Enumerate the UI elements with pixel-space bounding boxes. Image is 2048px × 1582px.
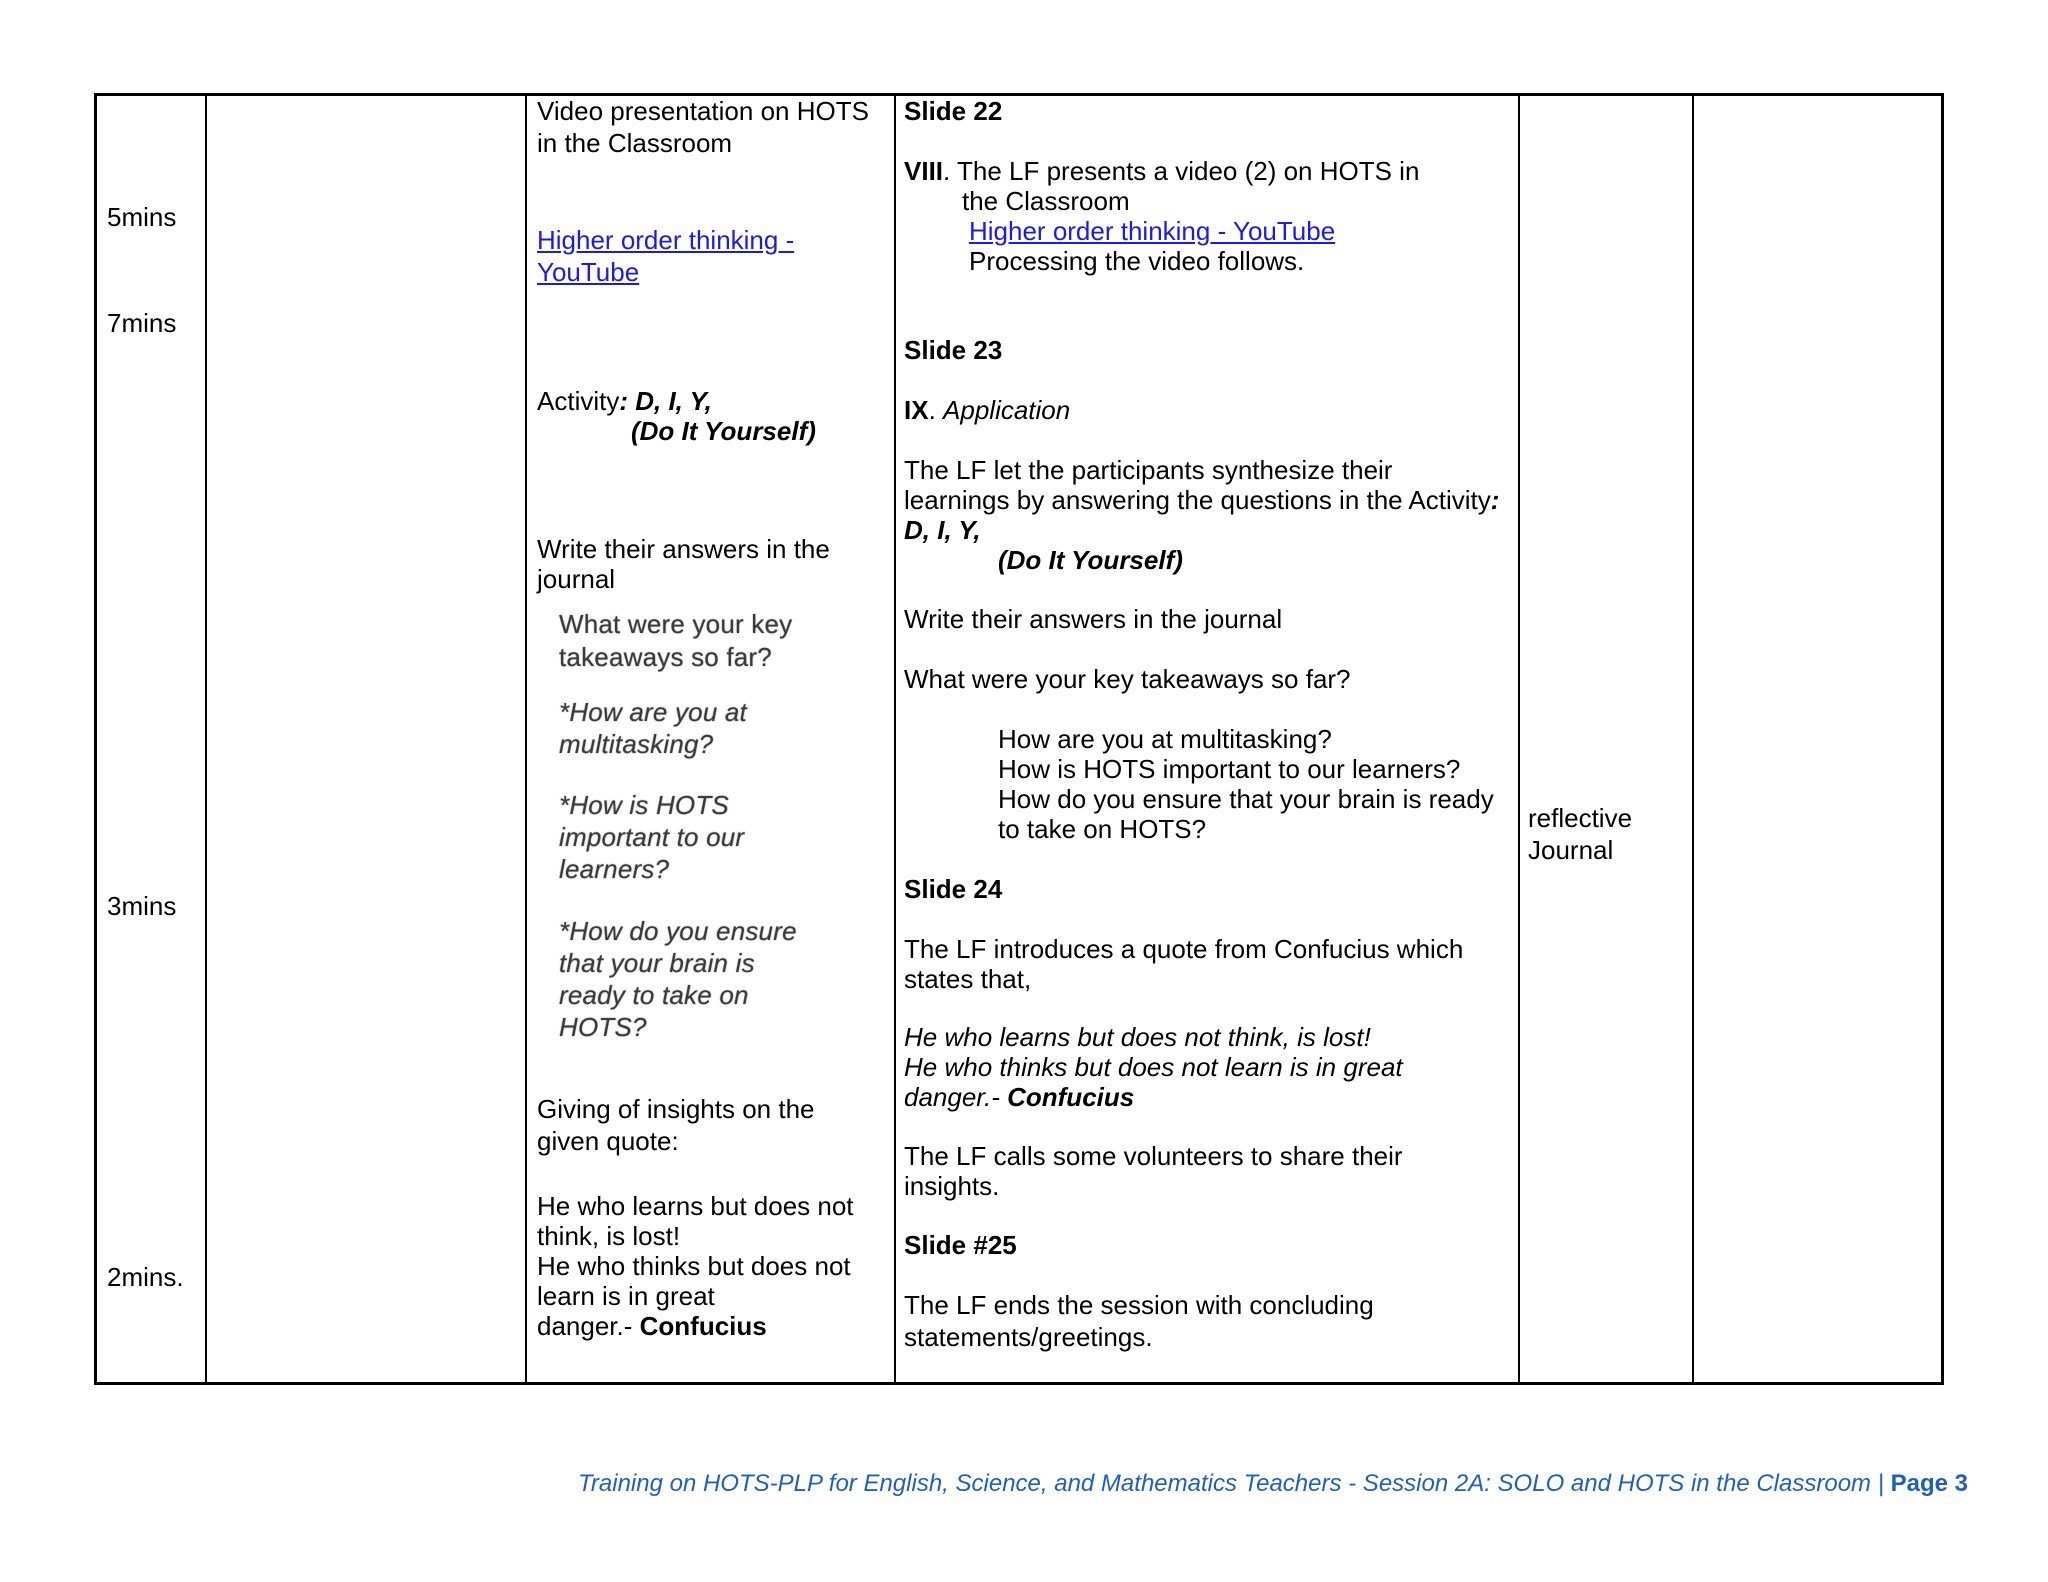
slide-25-heading: Slide #25 [904, 1230, 1017, 1260]
time-5mins: 5mins [107, 202, 177, 232]
assessment-text: reflective [1528, 803, 1633, 833]
question-image-text: multitasking? [559, 729, 714, 759]
volunteers-text: insights. [904, 1171, 1000, 1201]
quote-text: learn is in great [537, 1281, 715, 1311]
procedure-step-viii: the Classroom [962, 186, 1130, 216]
closing-text: The LF ends the session with concluding [904, 1290, 1374, 1320]
quote-text: danger.- Confucius [537, 1311, 767, 1341]
video-title: Video presentation on HOTS [537, 96, 869, 126]
page-footer [578, 1470, 1968, 1498]
quote-text: think, is lost! [537, 1221, 681, 1251]
question-image-text: *How do you ensure [559, 916, 797, 946]
youtube-link[interactable]: YouTube [537, 257, 640, 287]
question-image-text: *How are you at [559, 697, 747, 727]
question-image-text: What were your key [559, 609, 793, 639]
synthesis-text: D, I, Y, [904, 515, 981, 545]
question-text: How do you ensure that your brain is ready [998, 784, 1494, 814]
footer-text: Training on HOTS-PLP for English, Science, and Mathematics Teachers - Session 2A: SOLO and HOTS in the Classroom | [578, 1470, 1891, 1497]
question-text: How is HOTS important to our learners? [998, 754, 1461, 784]
question-image-text: learners? [559, 854, 670, 884]
slide-24-heading: Slide 24 [904, 874, 1003, 904]
quote-text: He who learns but does not [537, 1191, 854, 1221]
video-title: in the Classroom [537, 128, 733, 158]
insights-instruction: Giving of insights on the [537, 1094, 815, 1124]
processing-text: Processing the video follows. [969, 246, 1305, 276]
activity-subtitle: (Do It Yourself) [631, 416, 816, 446]
quote-text: He who thinks but does not [537, 1251, 851, 1281]
slide-22-heading: Slide 22 [904, 96, 1003, 126]
write-instruction: Write their answers in the [537, 534, 830, 564]
page-number: Page 3 [1890, 1470, 1968, 1497]
column-divider [894, 96, 896, 1382]
question-image-text: ready to take on [559, 980, 749, 1010]
volunteers-text: The LF calls some volunteers to share their [904, 1141, 1403, 1171]
time-3mins: 3mins [107, 891, 177, 921]
time-2mins: 2mins. [107, 1262, 184, 1292]
question-text: How are you at multitasking? [998, 724, 1332, 754]
slide-23-heading: Slide 23 [904, 335, 1003, 365]
question-image-text: important to our [559, 822, 745, 852]
write-instruction: journal [537, 564, 616, 594]
youtube-link[interactable]: Higher order thinking - [537, 225, 795, 255]
synthesis-text: learnings by answering the questions in the Activity: [904, 485, 1500, 515]
column-divider [1692, 96, 1694, 1382]
question-text: What were your key takeaways so far? [904, 664, 1351, 694]
question-image-text: takeaways so far? [559, 642, 772, 672]
question-image-text: that your brain is [559, 948, 755, 978]
youtube-link[interactable]: Higher order thinking - YouTube [969, 216, 1336, 246]
column-divider [525, 96, 527, 1382]
synthesis-text: (Do It Yourself) [998, 545, 1183, 575]
insights-instruction: given quote: [537, 1126, 679, 1156]
procedure-step-ix: IX. Application [904, 395, 1071, 425]
column-divider [1518, 96, 1520, 1382]
synthesis-text: The LF let the participants synthesize their [904, 455, 1393, 485]
closing-text: statements/greetings. [904, 1322, 1153, 1352]
quote-intro: states that, [904, 964, 1032, 994]
procedure-step-viii: VIII. The LF presents a video (2) on HOTS in [904, 156, 1420, 186]
time-7mins: 7mins [107, 308, 177, 338]
quote-text: danger.- Confucius [904, 1082, 1135, 1112]
column-divider [205, 96, 207, 1382]
question-image-text: *How is HOTS [559, 790, 729, 820]
assessment-text: Journal [1528, 835, 1614, 865]
question-text: to take on HOTS? [998, 814, 1207, 844]
write-instruction: Write their answers in the journal [904, 604, 1283, 634]
question-image-text: HOTS? [559, 1012, 647, 1042]
activity-heading: Activity: D, I, Y, [537, 386, 712, 416]
quote-intro: The LF introduces a quote from Confucius which [904, 934, 1464, 964]
quote-text: He who learns but does not think, is lost! [904, 1022, 1371, 1052]
quote-text: He who thinks but does not learn is in great [904, 1052, 1403, 1082]
